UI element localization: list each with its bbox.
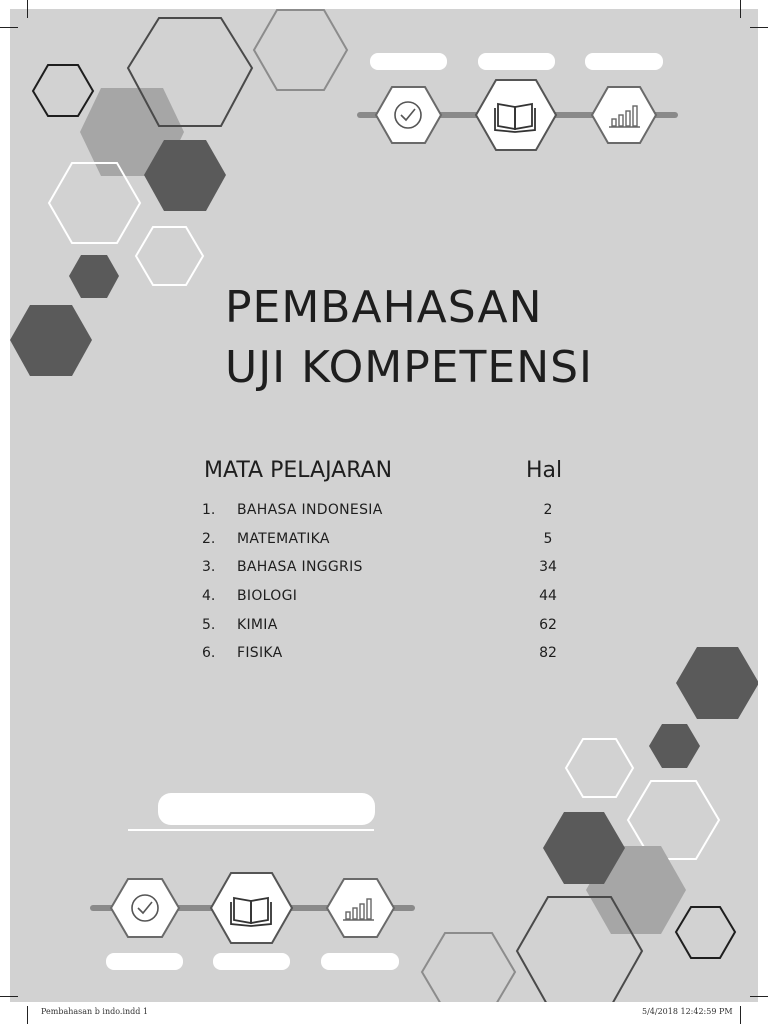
page-column-header: Hal (526, 458, 563, 483)
item-number: 5. (202, 616, 216, 633)
hexagon-shape (422, 933, 515, 1002)
crop-mark (0, 27, 18, 28)
hexagon-shape (69, 255, 119, 298)
page-number: 2 (543, 502, 553, 518)
title-line-2: UJI KOMPETENSI (225, 342, 594, 393)
item-number: 3. (202, 559, 216, 576)
page-number: 34 (539, 559, 557, 576)
list-item (10, 615, 758, 644)
subject-name: KIMIA (237, 616, 278, 633)
subject-name: BAHASA INGGRIS (237, 559, 363, 576)
page-number: 5 (543, 530, 553, 547)
label-pill (158, 793, 375, 825)
hexagon-shape (33, 65, 93, 116)
subject-name: FISIKA (237, 645, 283, 662)
label-pill (321, 953, 399, 970)
print-file-name: Pembahasan b indo.indd 1 (41, 1007, 149, 1016)
item-number: 2. (202, 530, 216, 547)
subject-column-header: MATA PELAJARAN (204, 458, 393, 483)
page-number: 44 (539, 588, 557, 605)
list-item (10, 500, 758, 529)
crop-mark (27, 1006, 28, 1024)
crop-mark (0, 996, 18, 997)
item-number: 4. (202, 588, 216, 605)
list-item (10, 529, 758, 558)
list-item (10, 643, 758, 672)
print-timestamp: 5/4/2018 12:42:59 PM (642, 1007, 733, 1016)
item-number: 1. (202, 502, 216, 518)
crop-mark (27, 0, 28, 18)
label-pill (106, 953, 183, 970)
crop-mark (740, 0, 741, 18)
subject-name: MATEMATIKA (237, 530, 330, 547)
crop-mark (740, 1006, 741, 1024)
table-of-contents (10, 500, 758, 672)
hexagon-shape (566, 739, 633, 797)
subject-name: BIOLOGI (237, 588, 298, 605)
hexagon-shape (10, 305, 92, 376)
crop-mark (750, 27, 768, 28)
hexagon-shape (676, 907, 735, 958)
hexagon-shape (376, 87, 441, 143)
title-line-1: PEMBAHASAN (225, 282, 543, 333)
label-pill (213, 953, 290, 970)
label-pill (585, 53, 663, 70)
subject-name: BAHASA INDONESIA (237, 502, 383, 518)
page-number: 62 (539, 616, 557, 633)
list-item (10, 557, 758, 586)
label-pill (478, 53, 555, 70)
hexagon-shape (254, 10, 347, 90)
cover-page (10, 9, 758, 1002)
item-number: 6. (202, 645, 216, 662)
hexagon-shape (111, 879, 179, 937)
page-number: 82 (539, 645, 557, 662)
hexagon-shape (649, 724, 700, 768)
document-title (225, 278, 593, 398)
label-pill (370, 53, 447, 70)
hexagon-shape (476, 80, 556, 150)
list-item (10, 586, 758, 615)
hexagon-shape (592, 87, 656, 143)
crop-mark (750, 996, 768, 997)
hexagon-shape (136, 227, 203, 285)
